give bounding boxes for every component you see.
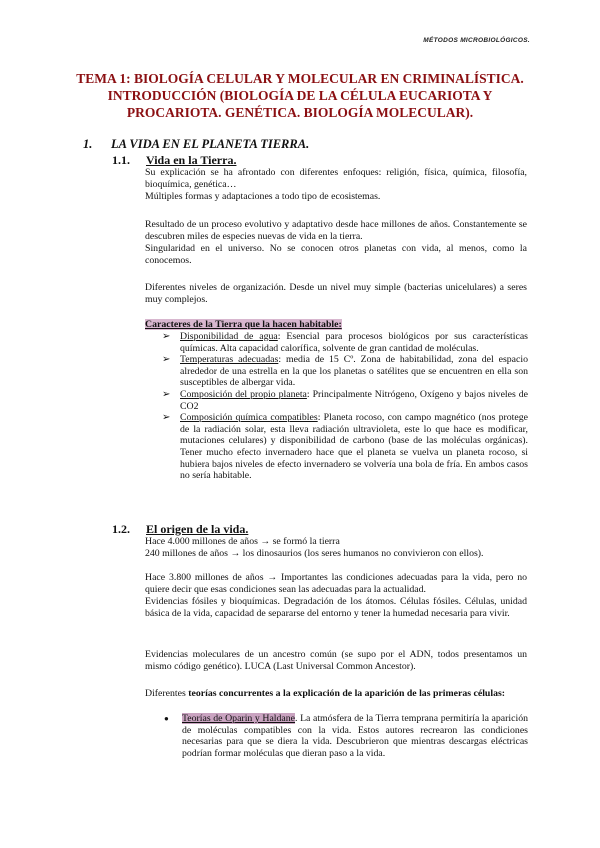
- list-item-term: Composición química compatibles: [180, 412, 318, 424]
- teorias-prefix: Diferentes: [145, 688, 189, 699]
- list-item-text: : Principalmente Nitrógeno, Oxígeno y bajos niveles de CO2: [180, 388, 528, 412]
- subsection-title: El origen de la vida.: [146, 522, 249, 536]
- arrow-bullet-icon: ➢: [162, 331, 171, 342]
- list-item: [160, 412, 528, 482]
- subsection-number: 1.2.: [112, 522, 130, 536]
- caracteres-heading: Caracteres de la Tierra que la hacen habitable:: [145, 319, 342, 330]
- paragraph: Su explicación se ha afrontado con diferentes enfoques: religión, física, química, filosofía, bioquímica, genética…: [145, 167, 527, 190]
- subsection-title: Vida en la Tierra.: [146, 153, 237, 167]
- list-item: [160, 389, 528, 412]
- arrow-bullet-icon: ➢: [162, 412, 171, 424]
- paragraph: 240 millones de años → los dinosaurios (los seres humanos no convivieron con ellos).: [145, 548, 484, 559]
- list-item-text: : Planeta rocoso, con campo magnético (nos protege de la radiación solar, esta lleva radiación ultravioleta, este lo que hace es modificar, mutaciones celulares) y disponibilidad de carbono (base de las moléculas orgánicas). Tener mucho efecto invernadero hace que el planeta se vuelva un planeta rocoso, si hubiera bajos niveles de efecto invernadero se volvería una bola de fría. En ambos casos no sería habitable.: [180, 412, 528, 482]
- paragraph: Diferentes niveles de organización. Desde un nivel muy simple (bacterias unicelulares) a seres muy complejos.: [145, 282, 527, 305]
- subsection-number: 1.1.: [112, 153, 130, 167]
- teorias-bold: teorías concurrentes a la explicación de la aparición de las primeras células:: [188, 688, 506, 699]
- paragraph: Evidencias moleculares de un ancestro común (se supo por el ADN, todos presentamos un mismo código genético). LUCA (Last Universal Common Ancestor).: [145, 649, 527, 672]
- section-title: LA VIDA EN EL PLANETA TIERRA.: [111, 137, 310, 151]
- caracteres-list: [160, 331, 528, 482]
- section-number: 1.: [83, 137, 93, 151]
- list-item: [160, 354, 528, 389]
- highlighted-heading: [145, 319, 527, 331]
- subsection-heading-1-1: [112, 153, 236, 168]
- list-item: [160, 713, 528, 759]
- list-item-term: Temperaturas adecuadas: [180, 354, 279, 366]
- list-item-text: . La atmósfera de la Tierra temprana permitiría la aparición de moléculas compatibles con la vida. Estos autores recrearon las condiciones necesarias para que se diera la vida. Descubrieron que mientras descargas eléctricas podrían formar moléculas que dieran paso a la vida.: [182, 713, 529, 759]
- list-item-term: Teorías de Oparin y Haldane: [182, 713, 296, 724]
- dot-bullet-icon: ●: [164, 714, 169, 723]
- paragraph: Evidencias fósiles y bioquímicas. Degradación de los átomos. Células fósiles. Células, unidad básica de la vida, capacidad de separarse del entorno y tener la humedad necesaria para vivir.: [145, 596, 527, 619]
- subsection-heading-1-2: [112, 522, 248, 537]
- list-item-term: Disponibilidad de agua: [180, 331, 278, 342]
- running-header: MÉTODOS MICROBIOLÓGICOS.: [423, 37, 530, 44]
- section-heading-1: [83, 137, 309, 152]
- list-item: [160, 331, 528, 354]
- list-item-text: : Esencial para procesos biológicos por sus características químicas. Alta capacidad calorífica, solvente de gran cantidad de moléculas.: [180, 331, 528, 354]
- arrow-bullet-icon: ➢: [162, 354, 171, 366]
- teorias-list: [160, 713, 528, 759]
- paragraph: Resultado de un proceso evolutivo y adaptativo desde hace millones de años. Constantemente se descubren miles de especies nuevas de vida en la tierra.: [145, 219, 527, 242]
- paragraph: Singularidad en el universo. No se conocen otros planetas con vida, al menos, como la conocemos.: [145, 243, 527, 266]
- arrow-bullet-icon: ➢: [162, 388, 171, 400]
- paragraph: Hace 4.000 millones de años → se formó la tierra: [145, 536, 340, 547]
- paragraph: Hace 3.800 millones de años → Importantes las condiciones adecuadas para la vida, pero no quiere decir que esas condiciones sean las adecuadas para la actualidad.: [145, 572, 527, 595]
- paragraph: Múltiples formas y adaptaciones a todo tipo de ecosistemas.: [145, 191, 381, 202]
- list-item-term: Composición del propio planeta: [180, 388, 307, 400]
- paragraph: [145, 688, 527, 700]
- document-title: TEMA 1: BIOLOGÍA CELULAR Y MOLECULAR EN CRIMINALÍSTICA. INTRODUCCIÓN (BIOLOGÍA DE LA CÉLULA EUCARIOTA Y PROCARIOTA. GENÉTICA. BIOLOGÍA MOLECULAR).: [76, 71, 524, 120]
- list-item-text: : media de 15 Cº. Zona de habitabilidad, zona del espacio alrededor de una estrella en la que los planetas o satélites que se encuentren en ella son susceptibles de albergar vida.: [180, 354, 529, 389]
